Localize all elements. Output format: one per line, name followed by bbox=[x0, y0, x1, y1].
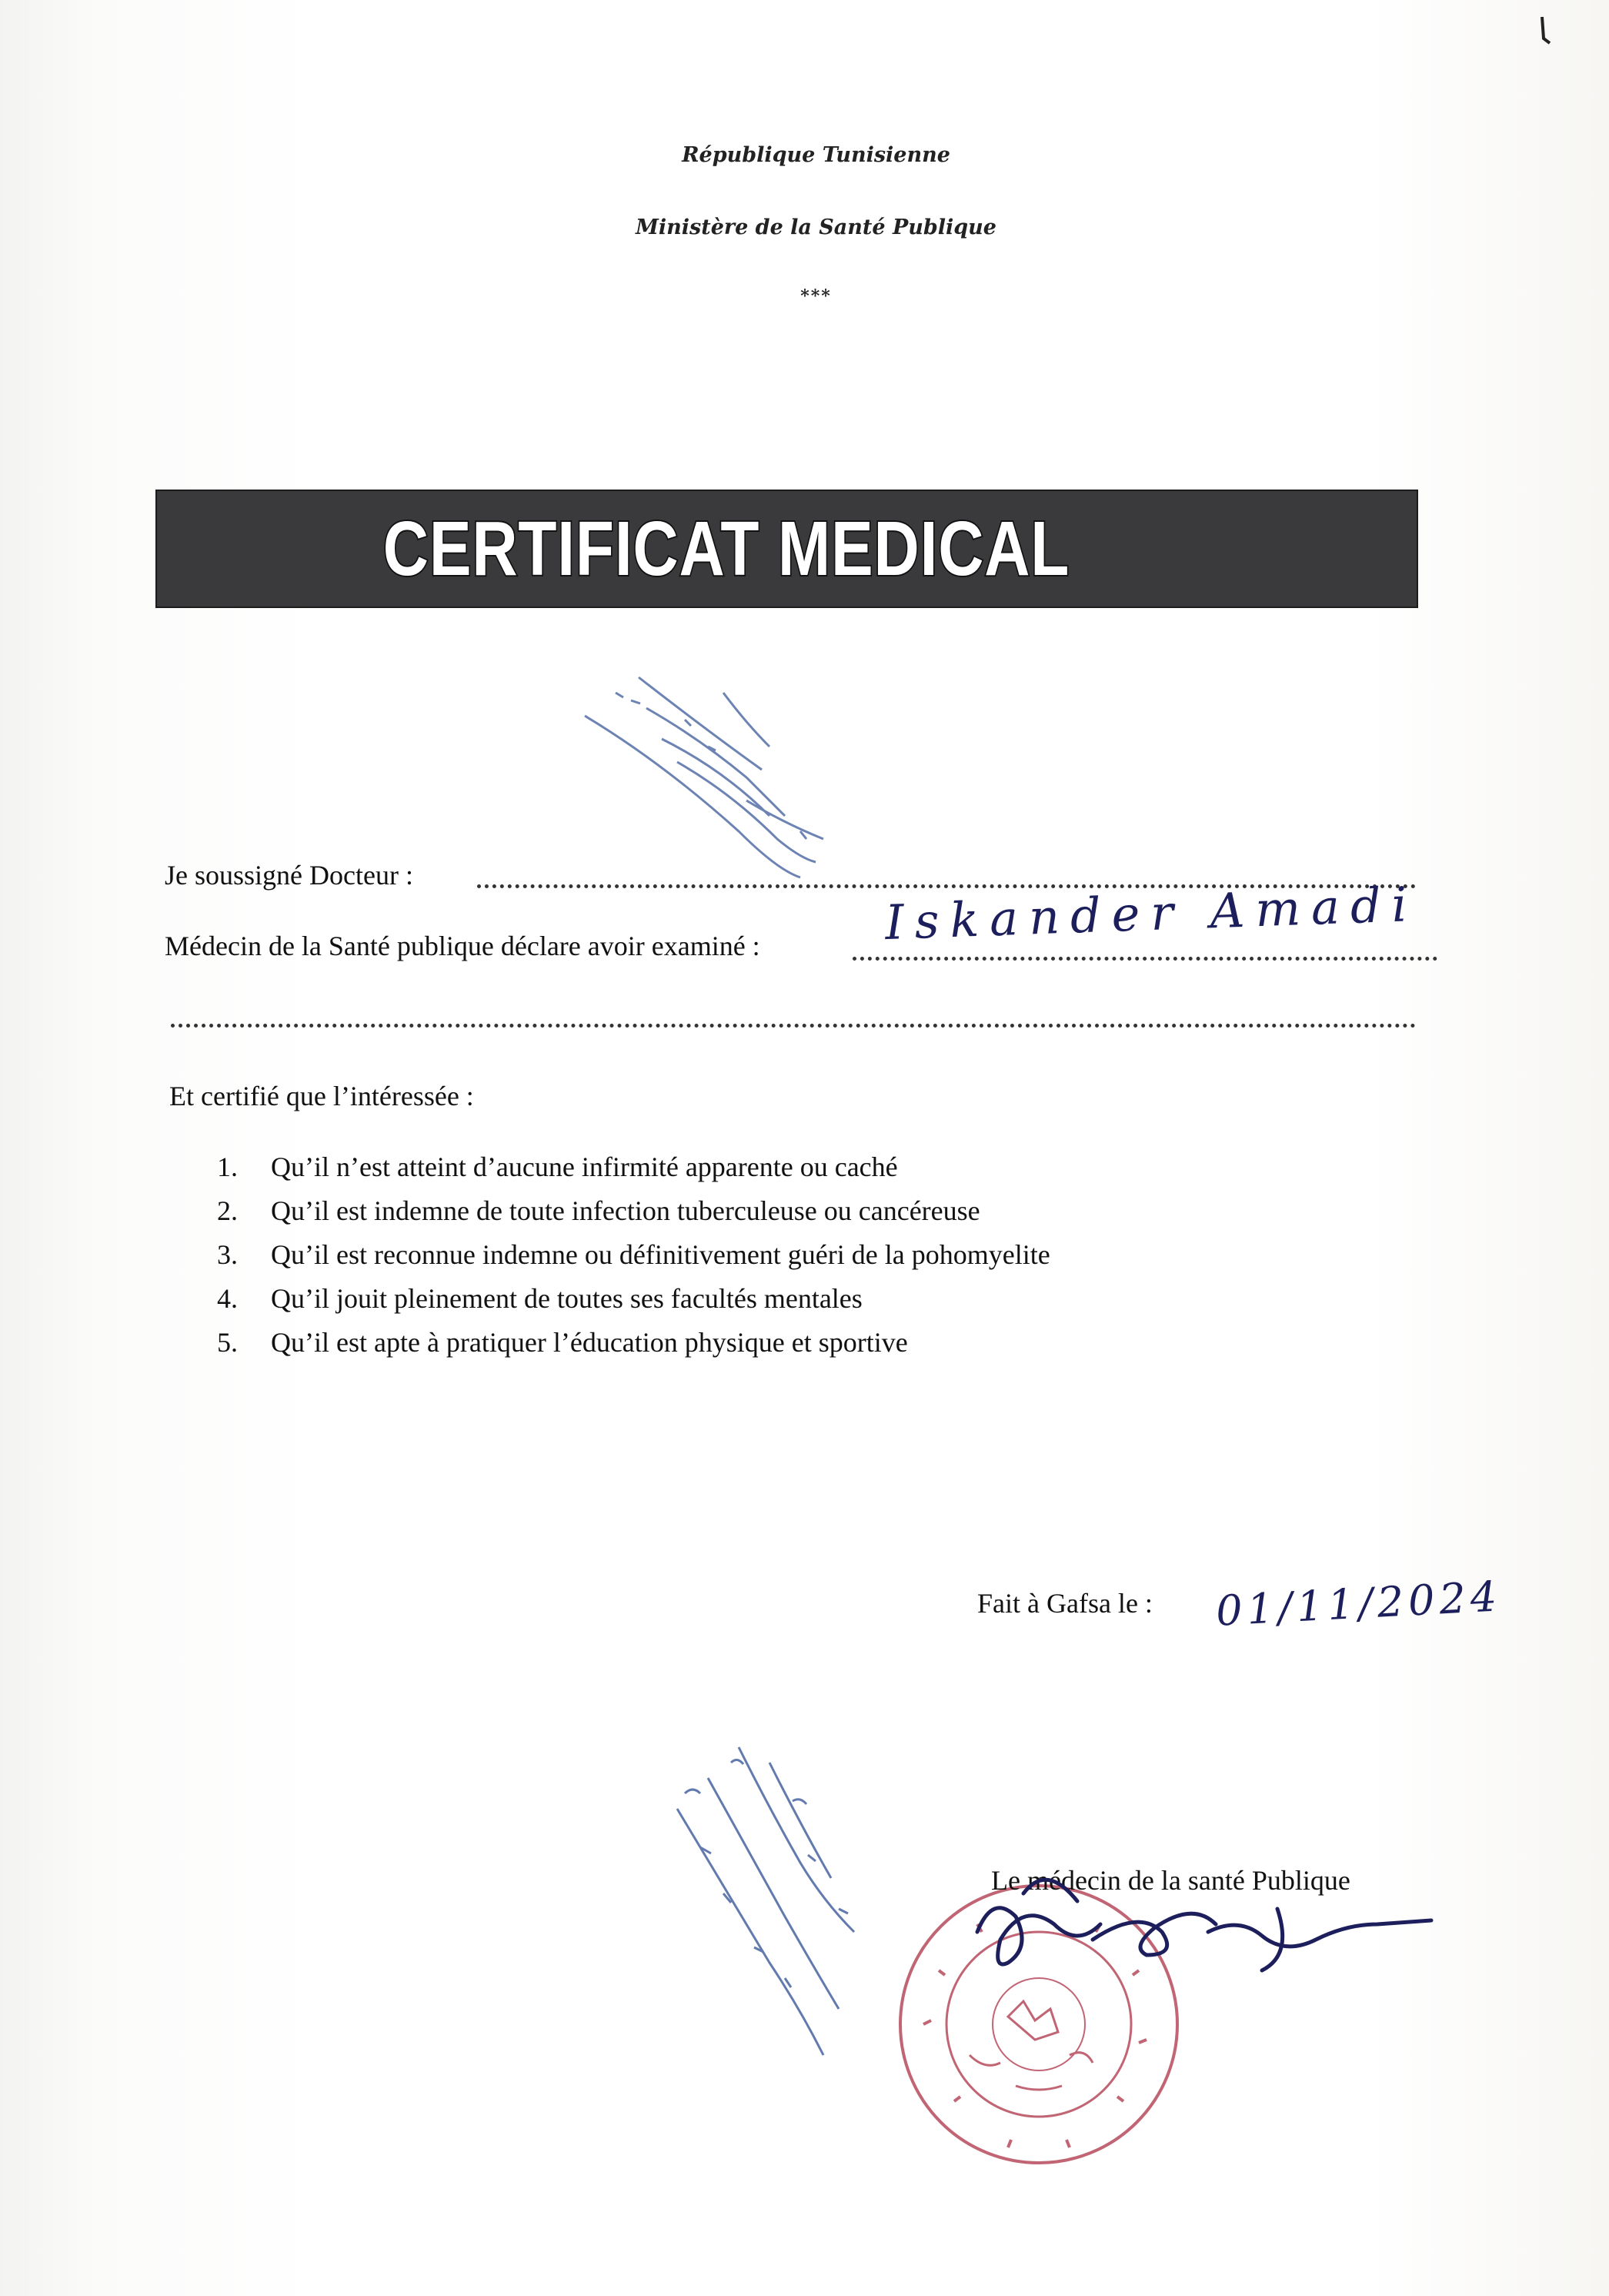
list-item-number: 4. bbox=[217, 1283, 238, 1314]
list-item-number: 1. bbox=[217, 1151, 238, 1182]
list-item-number: 5. bbox=[217, 1327, 238, 1358]
doctor-line: Je soussigné Docteur : bbox=[165, 860, 413, 891]
blank-dotted-line bbox=[171, 1024, 1416, 1028]
list-item bbox=[217, 1189, 1371, 1233]
ministry-heading: Ministère de la Santé Publique bbox=[636, 216, 996, 239]
examined-line: Médecin de la Santé publique déclare avoir examiné : bbox=[165, 931, 760, 961]
document-title: CERTIFICAT MEDICAL bbox=[382, 506, 1070, 592]
conditions-list bbox=[217, 1145, 1371, 1365]
list-item-text: Qu’il n’est atteint d’aucune infirmité apparente ou caché bbox=[271, 1151, 898, 1182]
header-separator: *** bbox=[800, 286, 832, 306]
place-date-label: Fait à Gafsa le : bbox=[977, 1588, 1153, 1619]
list-item bbox=[217, 1233, 1371, 1277]
list-item-number: 3. bbox=[217, 1239, 238, 1270]
list-item-text: Qu’il est indemne de toute infection tuberculeuse ou cancéreuse bbox=[271, 1195, 980, 1226]
list-item bbox=[217, 1321, 1371, 1365]
list-item bbox=[217, 1145, 1371, 1189]
list-item-text: Qu’il est reconnue indemne ou définitivement guéri de la pohomyelite bbox=[271, 1239, 1050, 1270]
list-item-text: Qu’il jouit pleinement de toutes ses facultés mentales bbox=[271, 1283, 863, 1314]
republic-heading: République Tunisienne bbox=[682, 143, 950, 167]
list-item bbox=[217, 1277, 1371, 1321]
certify-line: Et certifié que l’intéressée : bbox=[169, 1081, 474, 1111]
signature-title: Le médecin de la santé Publique bbox=[991, 1865, 1350, 1896]
corner-mark bbox=[1539, 15, 1553, 46]
list-item-number: 2. bbox=[217, 1195, 238, 1226]
title-banner bbox=[155, 490, 1418, 608]
signature-handwritten bbox=[962, 1847, 1454, 2001]
arabic-stamp-top bbox=[569, 647, 954, 924]
date-handwritten: 01/11/2024 bbox=[1214, 1572, 1503, 1636]
patient-name-handwritten: Iskander Amadi bbox=[883, 875, 1419, 951]
examined-dotted-field bbox=[853, 957, 1437, 961]
list-item-text: Qu’il est apte à pratiquer l’éducation physique et sportive bbox=[271, 1327, 908, 1358]
